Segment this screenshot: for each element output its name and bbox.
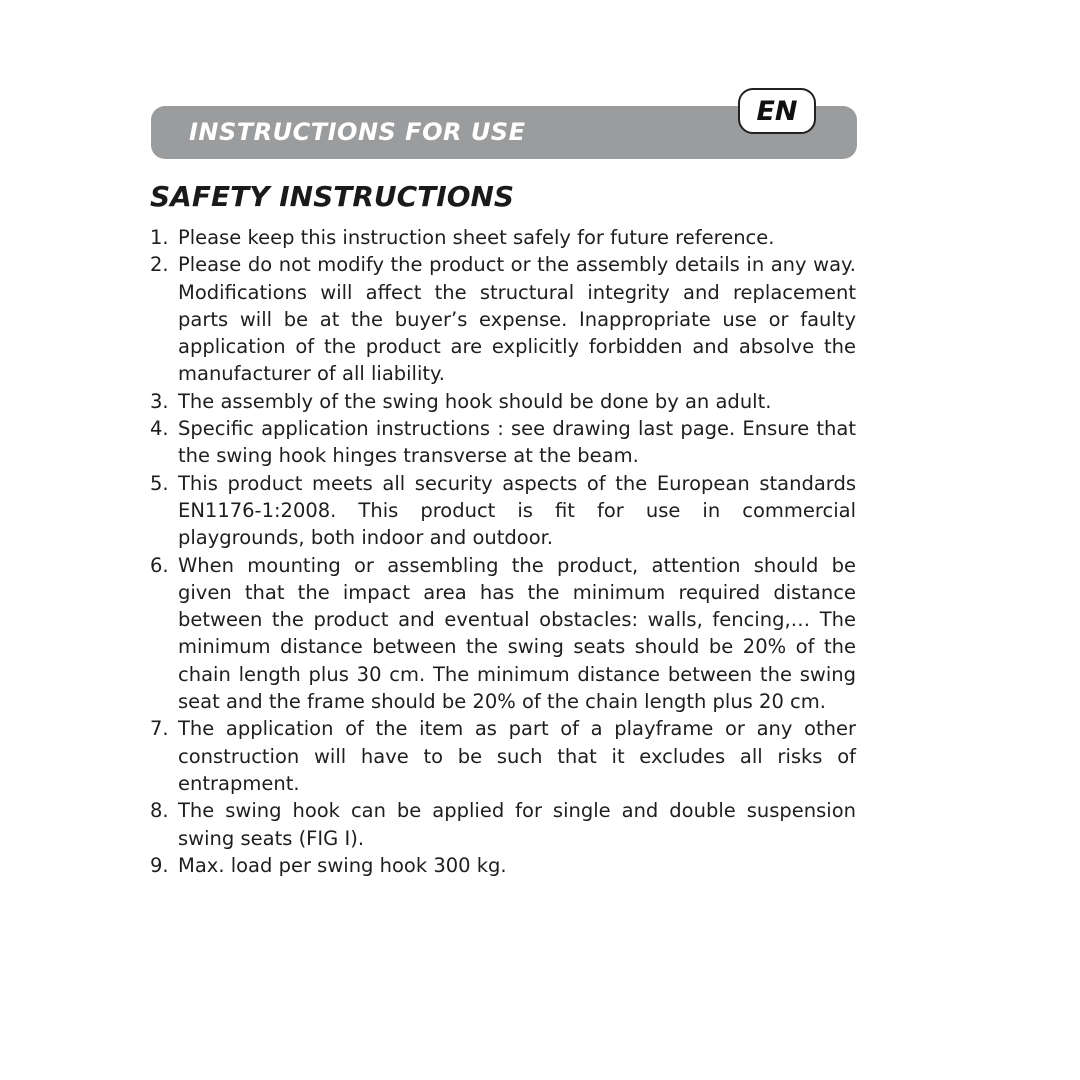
item-text: When mounting or assembling the product, attention should be given that the impact area has the minimum required distance between the product and eventual obstacles: walls, fencing,… The minimum distance between the swing seats should be 20% of the chain length plus 30 cm. The minimum distance between the swing seat and the frame should be 20% of the chain length plus 20 cm. bbox=[178, 553, 856, 714]
instruction-item-7 bbox=[150, 715, 856, 797]
header-title: INSTRUCTIONS FOR USE bbox=[189, 118, 526, 146]
item-text: This product meets all security aspects of the European standards EN1176-1:2008. This product is fit for use in commercial playgrounds, both indoor and outdoor. bbox=[178, 471, 856, 550]
item-number: 8. bbox=[150, 799, 169, 823]
item-text: Specific application instructions : see drawing last page. Ensure that the swing hook hinges transverse at the beam. bbox=[178, 417, 856, 468]
item-number: 6. bbox=[150, 553, 169, 577]
item-number: 3. bbox=[150, 389, 169, 413]
item-text: Please do not modify the product or the assembly details in any way. Modifications will affect the structural integrity and replacement parts will be at the buyer’s expense. Inappropriate use or faulty application of the product are explicitly forbidden and absolve the manufacturer of all liability. bbox=[178, 253, 856, 386]
item-number: 1. bbox=[150, 226, 169, 249]
item-number: 9. bbox=[150, 853, 169, 877]
item-number: 7. bbox=[150, 717, 169, 741]
item-text: The application of the item as part of a playframe or any other construction will have to be such that it excludes all risks of entrapment. bbox=[178, 717, 856, 795]
instruction-item-5 bbox=[150, 470, 856, 552]
item-number: 4. bbox=[150, 417, 169, 441]
instruction-list bbox=[150, 224, 856, 879]
instruction-item-2 bbox=[150, 251, 856, 387]
item-text: Please keep this instruction sheet safely for future reference. bbox=[178, 226, 775, 249]
item-number: 5. bbox=[150, 471, 169, 495]
section-title: SAFETY INSTRUCTIONS bbox=[150, 180, 515, 213]
item-text: Max. load per swing hook 300 kg. bbox=[178, 853, 507, 877]
instruction-item-4 bbox=[150, 415, 856, 470]
language-badge: EN bbox=[738, 88, 816, 134]
item-number: 2. bbox=[150, 253, 169, 277]
instruction-item-3 bbox=[150, 388, 856, 415]
instruction-item-8 bbox=[150, 797, 856, 852]
instruction-item-9 bbox=[150, 852, 856, 879]
instruction-item-6 bbox=[150, 552, 856, 716]
instruction-item-1 bbox=[150, 224, 856, 251]
item-text: The swing hook can be applied for single and double suspension swing seats (FIG I). bbox=[178, 799, 856, 850]
item-text: The assembly of the swing hook should be done by an adult. bbox=[178, 389, 772, 413]
